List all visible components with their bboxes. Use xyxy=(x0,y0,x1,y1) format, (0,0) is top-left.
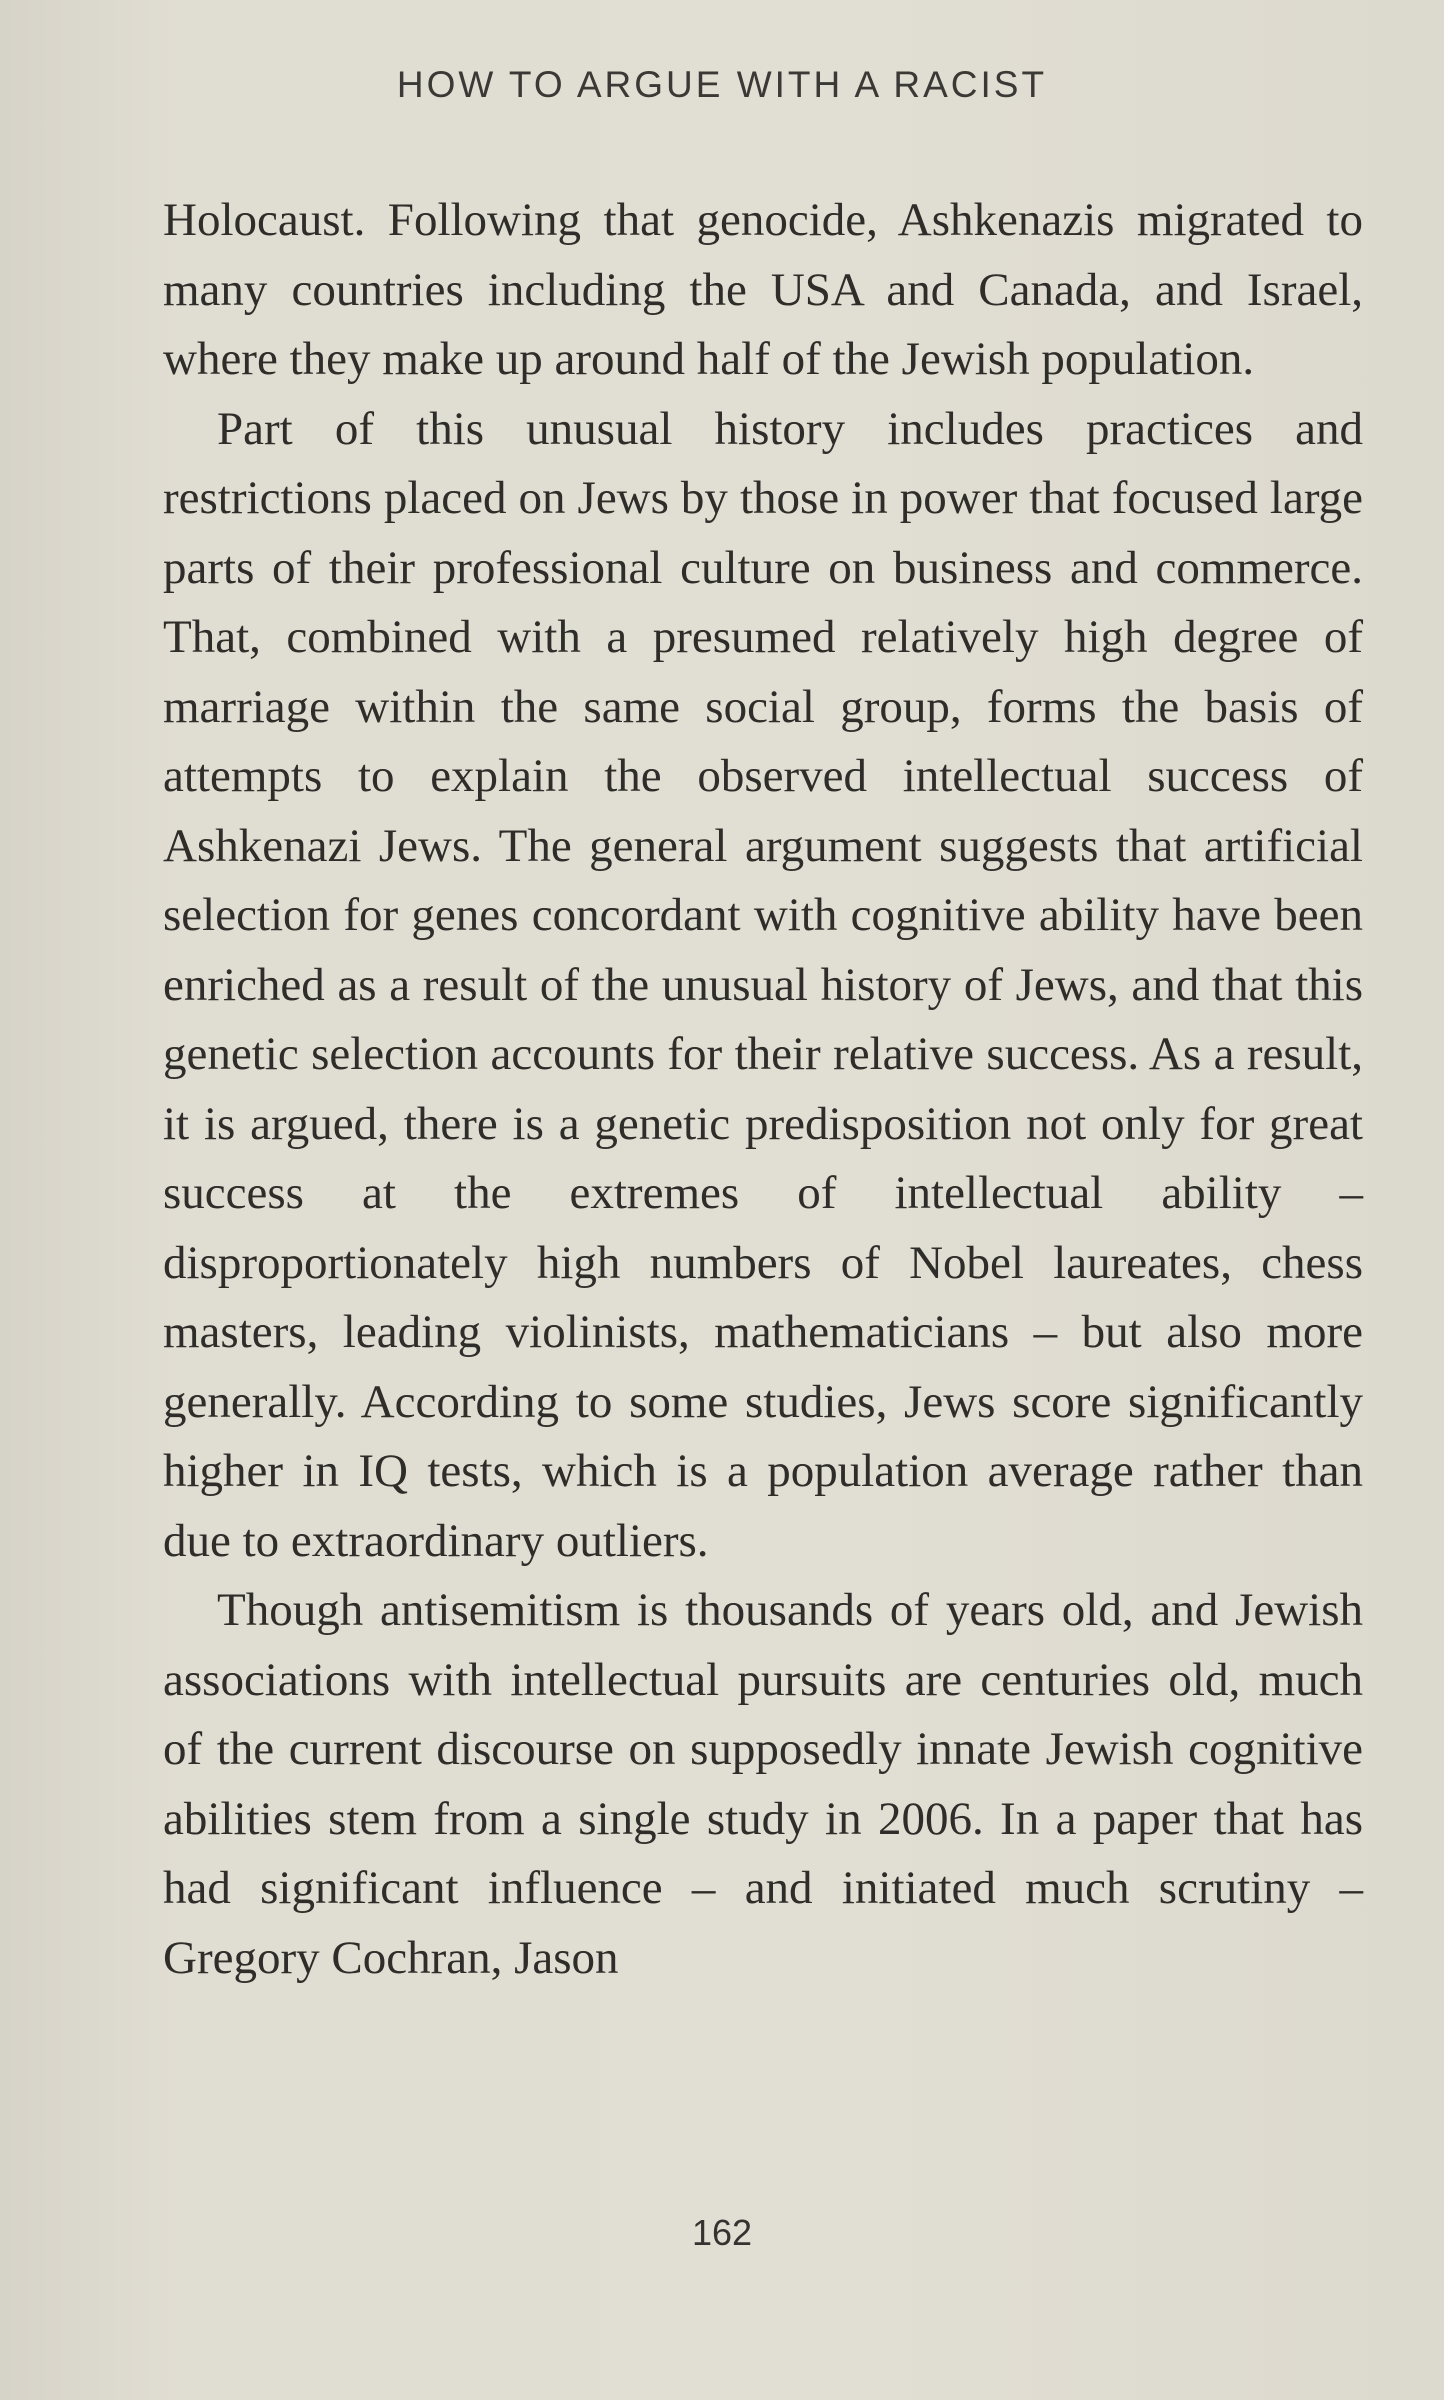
paragraph: Holocaust. Following that genocide, Ashkenazis migrated to many countries including the USA and Canada, and Israel, where they make up around half of the Jewish population. xyxy=(163,194,1363,385)
paragraph: Though antisemitism is thousands of years old, and Jewish associations with intellectual pursuits are centuries old, much of the current discourse on supposedly innate Jewish cognitive abilities stem from a single study in 2006. In a paper that has had significant influence – and initiated much scrutiny – Gregory Cochran, Jason xyxy=(163,1584,1363,1984)
running-head: HOW TO ARGUE WITH A RACIST xyxy=(396,64,1048,105)
page-number: 162 xyxy=(691,2212,753,2253)
paragraph: Part of this unusual history includes practices and restrictions placed on Jews by those in power that focused large parts of their professional culture on business and commerce. That, combined with a presumed relatively high degree of marriage within the same social group, forms the basis of attempts to explain the observed intellectual success of Ashkenazi Jews. The general argument suggests that artificial selection for genes concordant with cognitive ability have been enriched as a result of the unusual history of Jews, and that this genetic selection accounts for their relative success. As a result, it is argued, there is a genetic predisposition not only for great success at the extremes of intellectual ability – disproportionately high numbers of Nobel laureates, chess masters, leading violinists, mathematicians – but also more generally. According to some studies, Jews score significantly higher in IQ tests, which is a population average rather than due to extraordinary outliers. xyxy=(163,402,1363,1567)
body-text xyxy=(163,186,1363,1993)
